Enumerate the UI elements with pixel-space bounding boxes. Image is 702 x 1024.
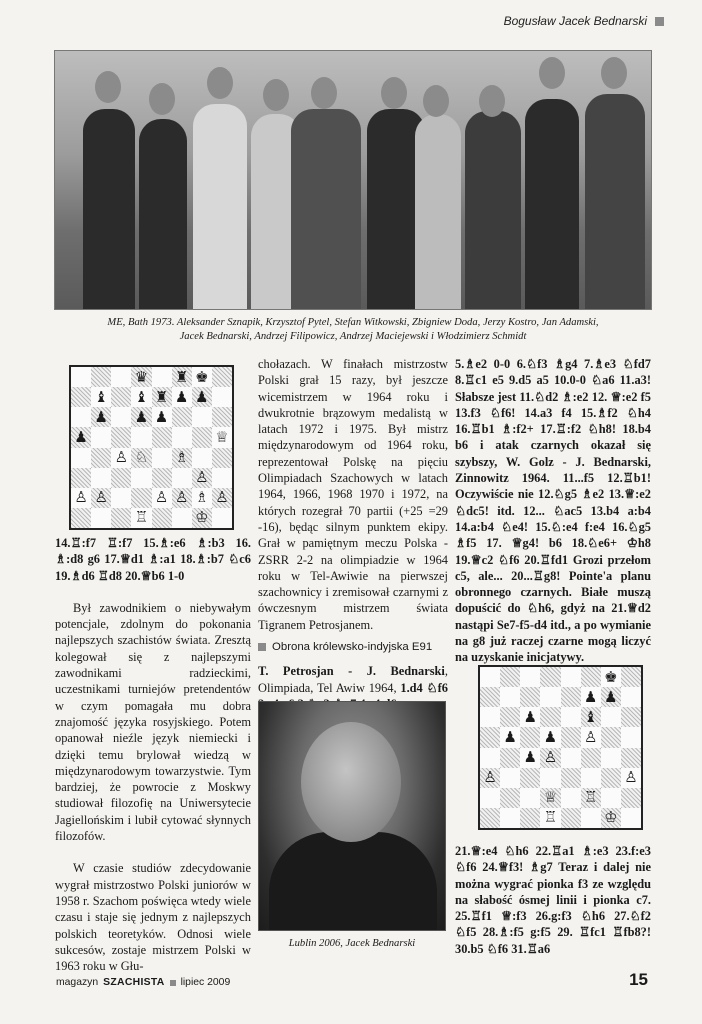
black-rook-icon: ♜ — [174, 367, 189, 386]
running-header — [504, 14, 664, 28]
white-pawn-icon: ♙ — [215, 488, 229, 507]
board-square — [581, 768, 601, 788]
black-pawn-icon: ♟ — [134, 407, 149, 426]
board-square — [561, 667, 581, 687]
board-square — [131, 367, 151, 387]
header-author: Bogusław Jacek Bednarski — [503, 14, 647, 28]
white-pawn-icon: ♙ — [583, 727, 598, 746]
white-pawn-icon: ♙ — [195, 468, 209, 487]
black-pawn-icon: ♟ — [583, 687, 598, 706]
board-square — [172, 367, 192, 387]
board-square — [540, 748, 560, 768]
board-square — [601, 748, 621, 768]
board-square — [152, 387, 172, 407]
board-square — [91, 367, 111, 387]
board-square — [192, 367, 212, 387]
board-square — [520, 707, 540, 727]
white-knight-icon: ♘ — [134, 448, 149, 467]
board-square — [131, 427, 151, 447]
board-square — [520, 808, 540, 828]
board-square — [71, 407, 91, 427]
board-square — [152, 407, 172, 427]
board-square — [520, 788, 540, 808]
board-square — [111, 488, 131, 508]
board-square — [480, 727, 500, 747]
board-square — [480, 788, 500, 808]
team-photo-caption — [54, 316, 652, 344]
board-square — [520, 748, 540, 768]
white-pawn-icon: ♙ — [74, 488, 88, 507]
board-square — [540, 707, 560, 727]
board-square — [71, 367, 91, 387]
board-square — [111, 387, 131, 407]
footer-prefix: magazyn — [56, 977, 99, 988]
board-square — [500, 687, 520, 707]
black-queen-icon: ♛ — [134, 367, 149, 386]
board-square — [111, 448, 131, 468]
board-square — [500, 727, 520, 747]
board-square — [601, 727, 621, 747]
moves-game-1: 14.♖:f7 ♖:f7 15.♗:e6 ♗:b3 16. ♗:d8 g6 17.♕d1 ♗:a1 18.♗:b7 ♘c6 19.♗d6 ♖d8 20.♕b6 1-0 — [55, 536, 251, 583]
board-square — [192, 488, 212, 508]
chess-diagram-1 — [69, 365, 234, 530]
board-square — [111, 407, 131, 427]
board-square — [581, 727, 601, 747]
paragraph-2: W czasie studiów zdecydowanie wygrał mistrzostwo Polski juniorów w 1958 r. Szachom poświęca wtedy wiele czasu i staje się jednym z najlepszych polskich teoretyków. Odnosi wiele sukcesów, zostaje mistrzem Polski w 1963 roku w Głu- — [55, 861, 251, 974]
board-square — [561, 687, 581, 707]
board-square — [212, 427, 232, 447]
board-square — [540, 768, 560, 788]
board-square — [131, 407, 151, 427]
board-square — [91, 508, 111, 528]
paragraph-3: chołazach. W finałach mistrzostw Polski grał 15 razy, był jeszcze wicemistrzem w 1964 roku i dwukrotnie brązowym medalistą w latach 1972 i 1975. Był mistrz międzynarodowym od 1964 roku, reprezentował Polskę na pięciu Olimpiadach Szachowych w latach 1964, 1966, 1968 1970 i 1972, na których rozegrał 70 partii (+25 =29 -16), będąc silnym punktem ekipy. Grał w pamiętnym meczu Polska - ZSRR 2-2 na olimpiadzie w 1964 roku w Tel-Awiwie na pierwszej szachownicy i zremisował czarnymi z ówczesnym mistrzem świata Tigranem Petrosjanem. — [258, 357, 448, 632]
black-pawn-icon: ♟ — [604, 687, 618, 706]
column-right-bottom — [455, 843, 651, 957]
portrait-caption: Lublin 2006, Jacek Bednarski — [288, 938, 416, 949]
board-square — [131, 488, 151, 508]
board-square — [131, 508, 151, 528]
portrait-photo — [258, 701, 446, 931]
board-square — [192, 468, 212, 488]
header-square-icon — [655, 17, 664, 26]
board-square — [192, 407, 212, 427]
board-square — [212, 387, 232, 407]
black-king-icon: ♚ — [604, 667, 618, 686]
board-square — [192, 448, 212, 468]
white-pawn-icon: ♙ — [624, 768, 638, 787]
footer-square-icon — [170, 980, 176, 986]
black-bishop-icon: ♝ — [583, 707, 598, 726]
board-square — [91, 407, 111, 427]
page-number: 15 — [629, 970, 648, 989]
board-square — [540, 808, 560, 828]
column-middle — [258, 356, 448, 712]
black-bishop-icon: ♝ — [94, 387, 108, 406]
board-square — [540, 727, 560, 747]
board-square — [601, 667, 621, 687]
board-square — [601, 768, 621, 788]
footer-magazine: SZACHISTA — [103, 977, 165, 988]
white-pawn-icon: ♙ — [94, 488, 108, 507]
footer — [56, 977, 230, 988]
board-square — [581, 788, 601, 808]
board-square — [581, 808, 601, 828]
board-square — [71, 468, 91, 488]
board-square — [480, 808, 500, 828]
white-rook-icon: ♖ — [543, 808, 558, 827]
column-left — [55, 535, 251, 974]
board-square — [500, 748, 520, 768]
white-pawn-icon: ♙ — [154, 488, 169, 507]
black-pawn-icon: ♟ — [543, 727, 558, 746]
board-square — [152, 367, 172, 387]
board-square — [131, 468, 151, 488]
board-square — [500, 667, 520, 687]
board-square — [540, 667, 560, 687]
board-square — [71, 508, 91, 528]
board-square — [480, 707, 500, 727]
board-square — [192, 387, 212, 407]
board-square — [480, 768, 500, 788]
board-square — [520, 727, 540, 747]
board-square — [601, 707, 621, 727]
paragraph-1: Był zawodnikiem o niebywałym potencjale, zdolnym do pokonania najlepszych szachistów świata. Zresztą kolegował się z najlepszymi zawodnikami radzieckimi, uczestnikami turniejów pretendentów w czym pomagała mu dobra znajomość języka rosyjskiego. Potem opanował nieźle język niemiecki i dzięki temu brylował wiedzą w międzynarodowym towarzystwie. Tym bardziej, że powrocie z Moskwy studiował filozofię na Uniwersytecie Jagiellońskim i lubił cytować słynnych filozofów. — [55, 600, 251, 844]
board-square — [172, 508, 192, 528]
board-square — [111, 367, 131, 387]
board-square — [172, 488, 192, 508]
board-square — [561, 727, 581, 747]
chess-diagram-2 — [478, 665, 643, 830]
white-queen-icon: ♕ — [215, 427, 229, 446]
board-square — [91, 488, 111, 508]
board-square — [152, 508, 172, 528]
board-square — [131, 387, 151, 407]
caption-line-1: ME, Bath 1973. Aleksander Sznapik, Krzysztof Pytel, Stefan Witkowski, Zbigniew Doda, Jerzy Kostro, Jan Adamski, — [107, 317, 599, 328]
black-pawn-icon: ♟ — [154, 407, 169, 426]
board-square — [71, 488, 91, 508]
board-square — [212, 407, 232, 427]
board-square — [500, 768, 520, 788]
board-square — [621, 768, 641, 788]
white-rook-icon: ♖ — [583, 788, 598, 807]
board-square — [561, 808, 581, 828]
board-square — [172, 448, 192, 468]
white-bishop-icon: ♗ — [195, 488, 209, 507]
board-square — [500, 808, 520, 828]
board-square — [152, 448, 172, 468]
board-square — [212, 367, 232, 387]
board-square — [621, 687, 641, 707]
board-square — [601, 788, 621, 808]
board-square — [561, 768, 581, 788]
board-square — [71, 448, 91, 468]
board-square — [540, 788, 560, 808]
board-square — [601, 687, 621, 707]
black-pawn-icon: ♟ — [503, 727, 517, 746]
board-square — [561, 748, 581, 768]
board-square — [480, 687, 500, 707]
board-square — [212, 448, 232, 468]
opening-heading: Obrona królewsko-indyjska E91 — [258, 639, 448, 655]
white-bishop-icon: ♗ — [174, 448, 189, 467]
black-bishop-icon: ♝ — [134, 387, 149, 406]
caption-line-2: Jacek Bednarski, Andrzej Filipowicz, Andrzej Maciejewski i Włodzimierz Schmidt — [179, 331, 527, 342]
board-square — [172, 427, 192, 447]
white-pawn-icon: ♙ — [174, 488, 189, 507]
white-pawn-icon: ♙ — [114, 448, 129, 467]
board-square — [561, 788, 581, 808]
board-square — [71, 387, 91, 407]
team-photo — [54, 50, 652, 310]
game-header: T. Petrosjan - J. Bednarski, Olimpiada, Tel Awiw 1964, 1.d4 ♘f6 — [258, 664, 448, 695]
black-pawn-icon: ♟ — [74, 427, 88, 446]
board-square — [561, 707, 581, 727]
white-king-icon: ♔ — [604, 808, 618, 827]
black-pawn-icon: ♟ — [94, 407, 108, 426]
board-square — [540, 687, 560, 707]
board-square — [621, 808, 641, 828]
board-square — [192, 508, 212, 528]
board-square — [172, 468, 192, 488]
paragraph-4: 5.♗e2 0-0 6.♘f3 ♗g4 7.♗e3 ♘fd7 8.♖c1 e5 9.d5 a5 10.0-0 ♘a6 11.a3! Słabsze jest 11.♘d2 ♗:e2 12. ♕:e2 f5 13.f3 ♘f6! 14.a3 f4 15.♗f2 ♘h4 16.♖b1 ♗:f2+ 17.♖:f2 ♘h8! 18.b4 b6 i atak czarnych okazał się szybszy, W. Golz - J. Bednarski, Zinnowitz 1964. 11...f5 12.♖b1! Oczywiście nie 12.♘g5 ♗e2 13.♕:e2 ♘dc5! itd. 12... ♘ac5 13.b4 a:b4 14.a:b4 ♘e4! 15.♘:e4 f:e4 16.♘g5 ♗f5 17. ♕g4! b6 18.♘e6+ ♔h8 19.♕c2 ♘f6 20.♖fd1 Grozi przełom c5, ale... 20...♖g8! Pointe'a planu obronnego czarnych. Białe muszą dopuścić do ♘h6, gdyż na 21.♕d2 nastąpi Se7-f5-d4 itd., a po wymianie na g8 już raczej czarne mogą liczyć na uzyskanie inicjatywy. — [455, 357, 651, 665]
section-square-icon — [258, 643, 266, 651]
board-square — [621, 667, 641, 687]
board-square — [500, 788, 520, 808]
white-queen-icon: ♕ — [543, 788, 558, 807]
board-square — [91, 448, 111, 468]
board-square — [192, 427, 212, 447]
column-right — [455, 356, 651, 666]
black-pawn-icon: ♟ — [195, 387, 209, 406]
board-square — [601, 808, 621, 828]
board-square — [91, 387, 111, 407]
board-square — [212, 468, 232, 488]
board-square — [480, 667, 500, 687]
board-square — [520, 667, 540, 687]
white-rook-icon: ♖ — [134, 508, 149, 527]
board-square — [621, 748, 641, 768]
board-square — [152, 427, 172, 447]
board-square — [581, 748, 601, 768]
board-square — [131, 448, 151, 468]
white-pawn-icon: ♙ — [543, 748, 558, 767]
black-king-icon: ♚ — [195, 367, 209, 386]
board-square — [172, 387, 192, 407]
board-square — [621, 707, 641, 727]
white-pawn-icon: ♙ — [483, 768, 497, 787]
paragraph-5: 21.♕:e4 ♘h6 22.♖a1 ♗:e3 23.f:e3 ♘f6 24.♕f3! ♗g7 Teraz i dalej nie można wygrać pionka f3 ze względu na słabość ósmej linii i pionka c7. 25.♖f1 ♕:f3 26.g:f3 ♘h6 27.♘f2 ♘f5 28.♗:f5 g:f5 29. ♖fc1 ♖fb8?! 30.b5 ♘f6 31.♖a6 — [455, 844, 651, 956]
white-king-icon: ♔ — [195, 508, 209, 527]
black-rook-icon: ♜ — [154, 387, 169, 406]
board-square — [500, 707, 520, 727]
board-square — [111, 468, 131, 488]
board-square — [212, 508, 232, 528]
board-square — [91, 468, 111, 488]
board-square — [91, 427, 111, 447]
board-square — [520, 768, 540, 788]
black-pawn-icon: ♟ — [174, 387, 189, 406]
board-square — [621, 727, 641, 747]
board-square — [172, 407, 192, 427]
board-square — [71, 427, 91, 447]
black-pawn-icon: ♟ — [523, 748, 538, 767]
board-square — [581, 687, 601, 707]
board-square — [581, 707, 601, 727]
board-square — [581, 667, 601, 687]
board-square — [480, 748, 500, 768]
footer-issue: lipiec 2009 — [180, 977, 231, 988]
board-square — [621, 788, 641, 808]
board-square — [520, 687, 540, 707]
board-square — [111, 427, 131, 447]
board-square — [152, 488, 172, 508]
board-square — [111, 508, 131, 528]
board-square — [152, 468, 172, 488]
board-square — [212, 488, 232, 508]
black-pawn-icon: ♟ — [523, 707, 538, 726]
